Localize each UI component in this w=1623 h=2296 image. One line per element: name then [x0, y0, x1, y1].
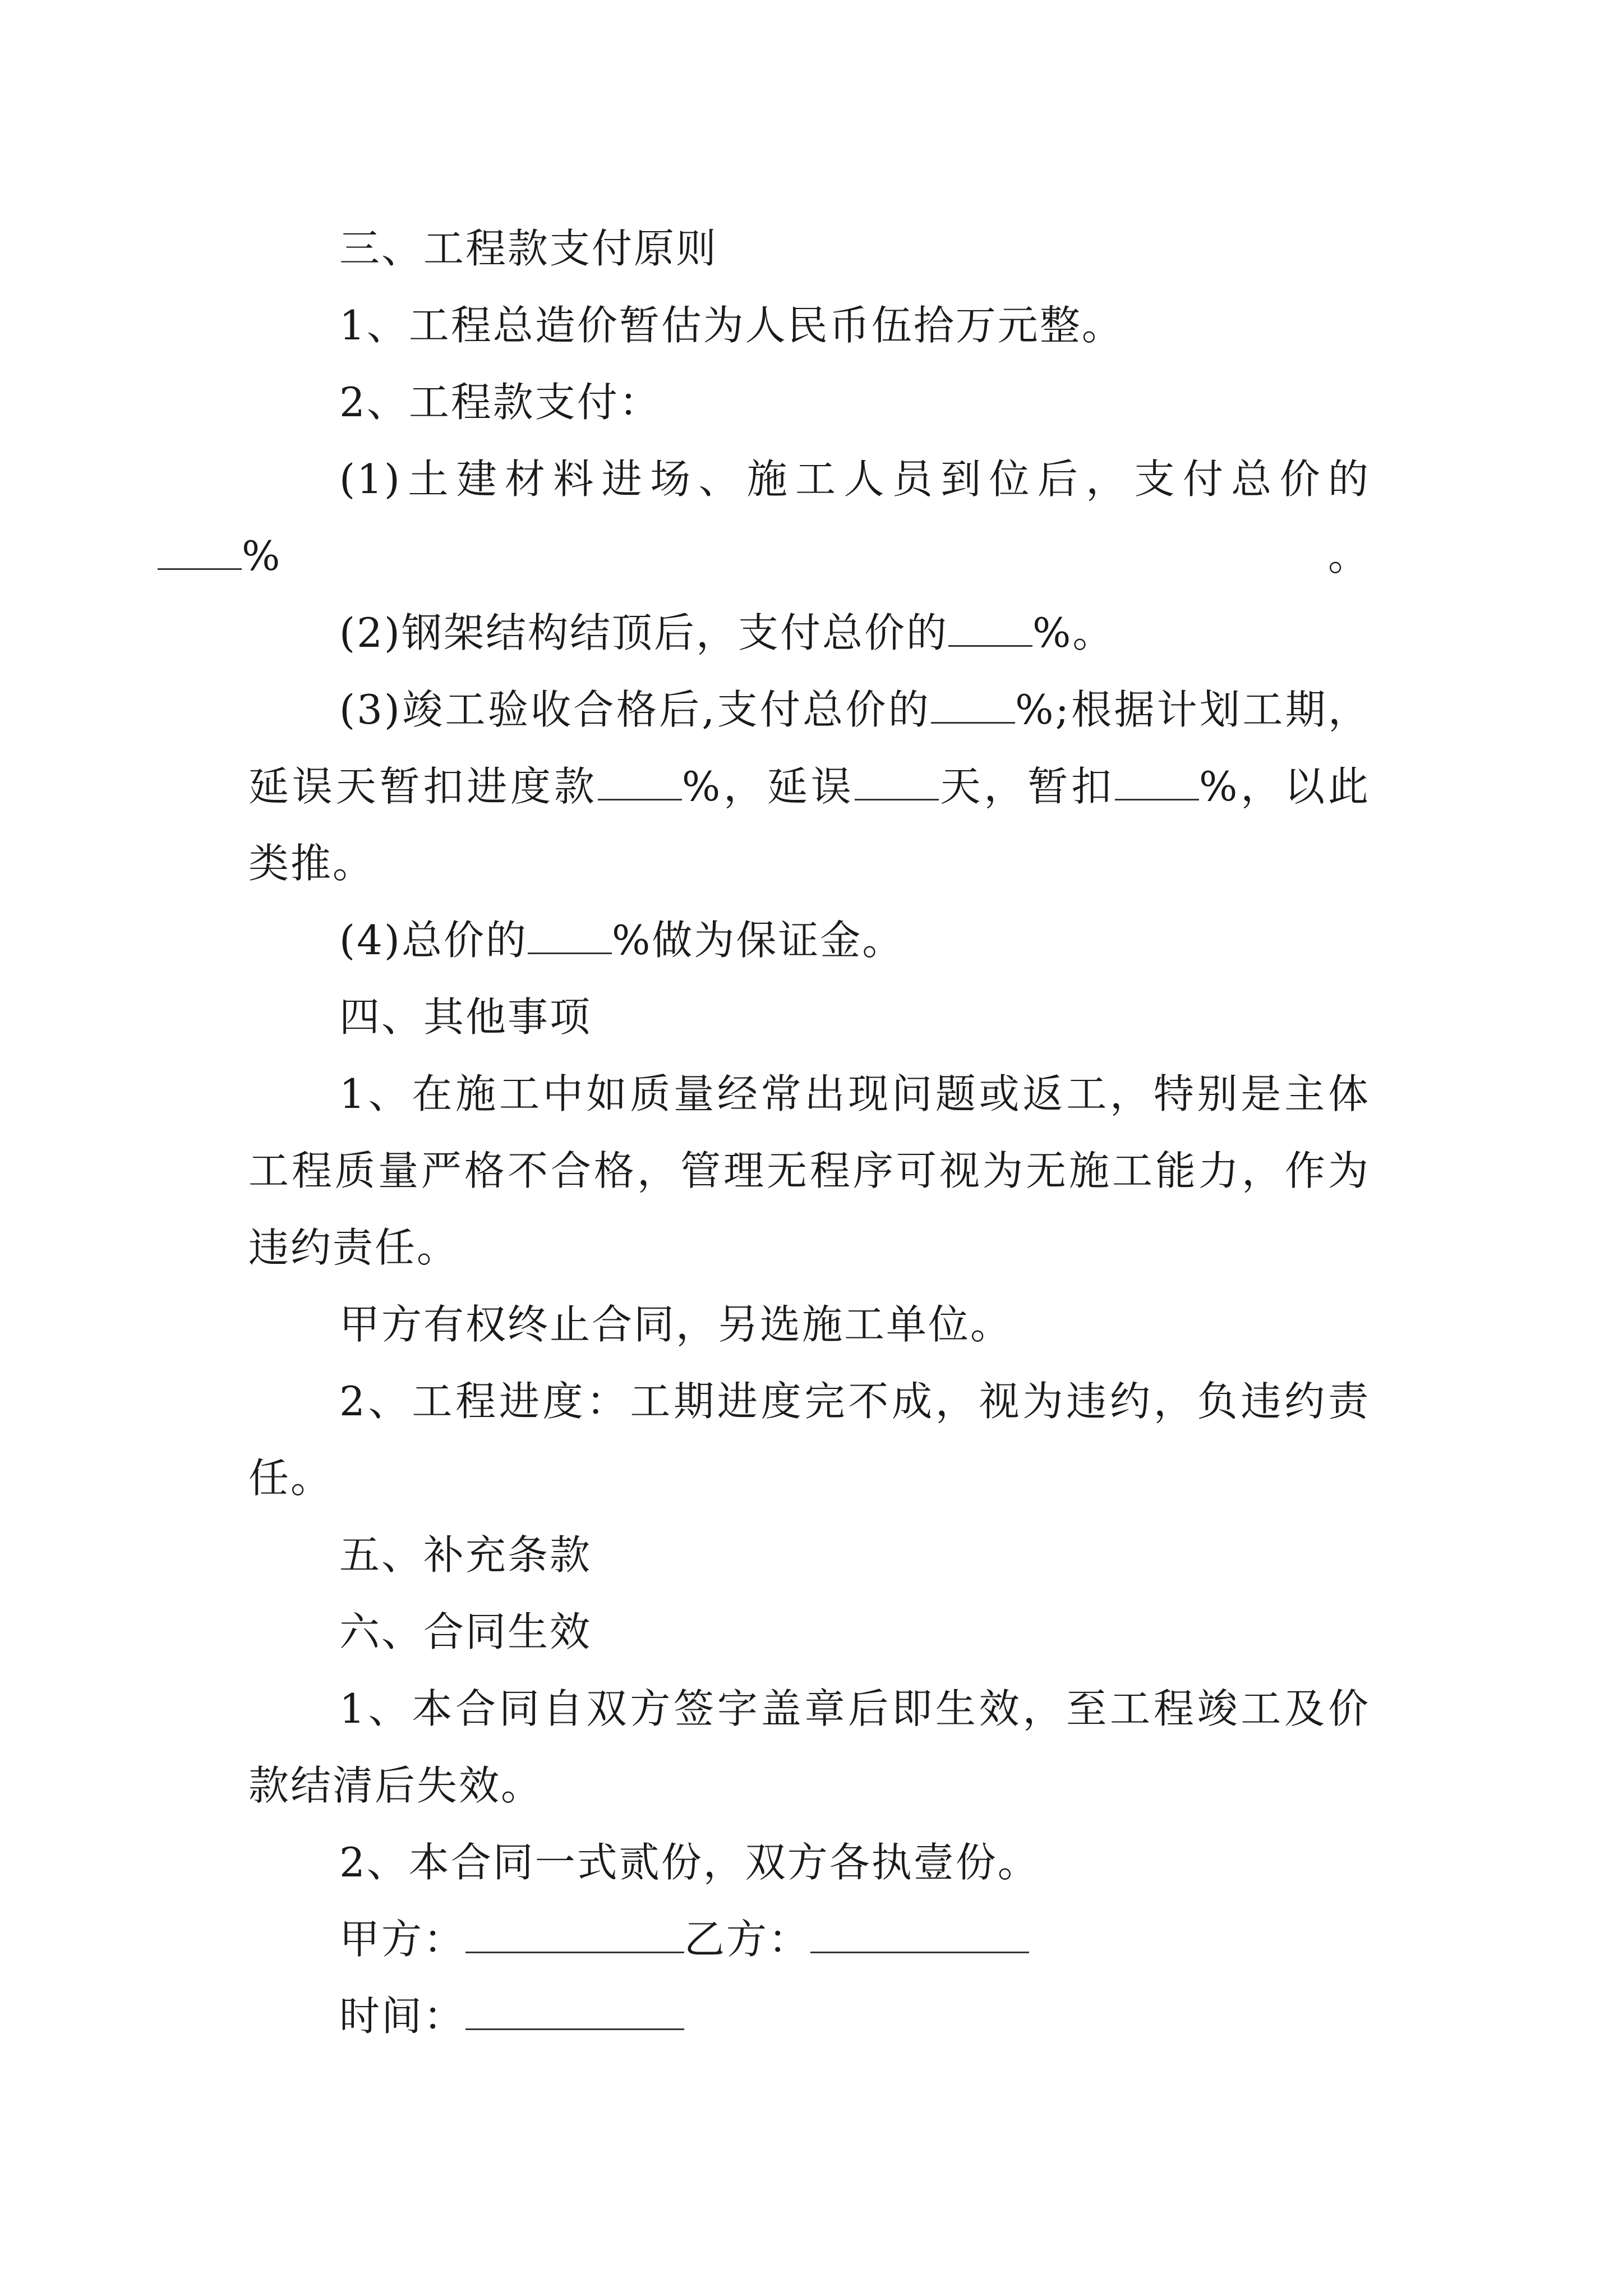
paragraph-payment-2 — [248, 595, 1370, 671]
party-a-blank — [465, 1913, 684, 1953]
text-segment: (1)土建材料进场、施工人员到位后，支付总价的 — [339, 455, 1370, 503]
text-segment: %。 — [1032, 609, 1115, 656]
paragraph-effect-2: 2、本合同一式贰份，双方各执壹份。 — [339, 1839, 1040, 1886]
text-segment: %。 — [242, 532, 1370, 579]
paragraph-payment-3 — [248, 671, 1370, 902]
paragraph-progress: 2、工程进度：工期进度完不成，视为违约，负违约责任。 — [248, 1378, 1370, 1502]
text-segment: (2)钢架结构结顶后，支付总价的 — [339, 609, 948, 656]
section-heading-payment: 三、工程款支付原则 — [339, 225, 718, 272]
signature-parties — [248, 1901, 1370, 1978]
paragraph-quality: 1、在施工中如质量经常出现问题或返工，特别是主体工程质量严格不合格，管理无程序可视为无施工能力，作为违约责任。 — [248, 1070, 1370, 1271]
paragraph-total-cost: 1、工程总造价暂估为人民币伍拾万元整。 — [339, 302, 1124, 349]
party-b-blank — [810, 1913, 1029, 1953]
fill-blank — [598, 761, 682, 800]
fill-blank — [158, 530, 242, 570]
paragraph-payment-1 — [242, 441, 1370, 595]
date-blank — [465, 1990, 684, 2030]
party-a-label: 甲方： — [339, 1916, 466, 1963]
text-segment: %，以此类推。 — [248, 763, 1370, 887]
fill-blank — [931, 684, 1015, 724]
text-segment: 天，暂扣 — [938, 763, 1115, 810]
text-segment: (4)总价的 — [339, 917, 528, 964]
text-segment: (3)竣工验收合格后,支付总价的 — [339, 686, 932, 733]
paragraph-payment-title: 2、工程款支付： — [339, 379, 661, 426]
section-heading-effect: 六、合同生效 — [339, 1608, 592, 1655]
text-segment: %;根据计划工期，延误天暂扣进度款 — [248, 686, 1370, 810]
fill-blank — [948, 607, 1032, 647]
paragraph-terminate: 甲方有权终止合同，另选施工单位。 — [339, 1301, 1013, 1348]
fill-blank — [1115, 761, 1199, 800]
paragraph-payment-4 — [248, 902, 1370, 979]
fill-blank — [855, 761, 939, 800]
section-heading-supplement: 五、补充条款 — [339, 1531, 592, 1579]
signature-date — [248, 1978, 1370, 2055]
party-b-label: 乙方： — [684, 1916, 811, 1963]
text-segment: %，延误 — [681, 763, 855, 810]
section-heading-other: 四、其他事项 — [339, 993, 592, 1041]
date-label: 时间： — [339, 1993, 466, 2040]
fill-blank — [528, 914, 612, 954]
paragraph-effect-1: 1、本合同自双方签字盖章后即生效，至工程竣工及价款结清后失效。 — [248, 1685, 1370, 1809]
text-segment: %做为保证金。 — [612, 917, 905, 964]
document-body — [242, 210, 1370, 2055]
